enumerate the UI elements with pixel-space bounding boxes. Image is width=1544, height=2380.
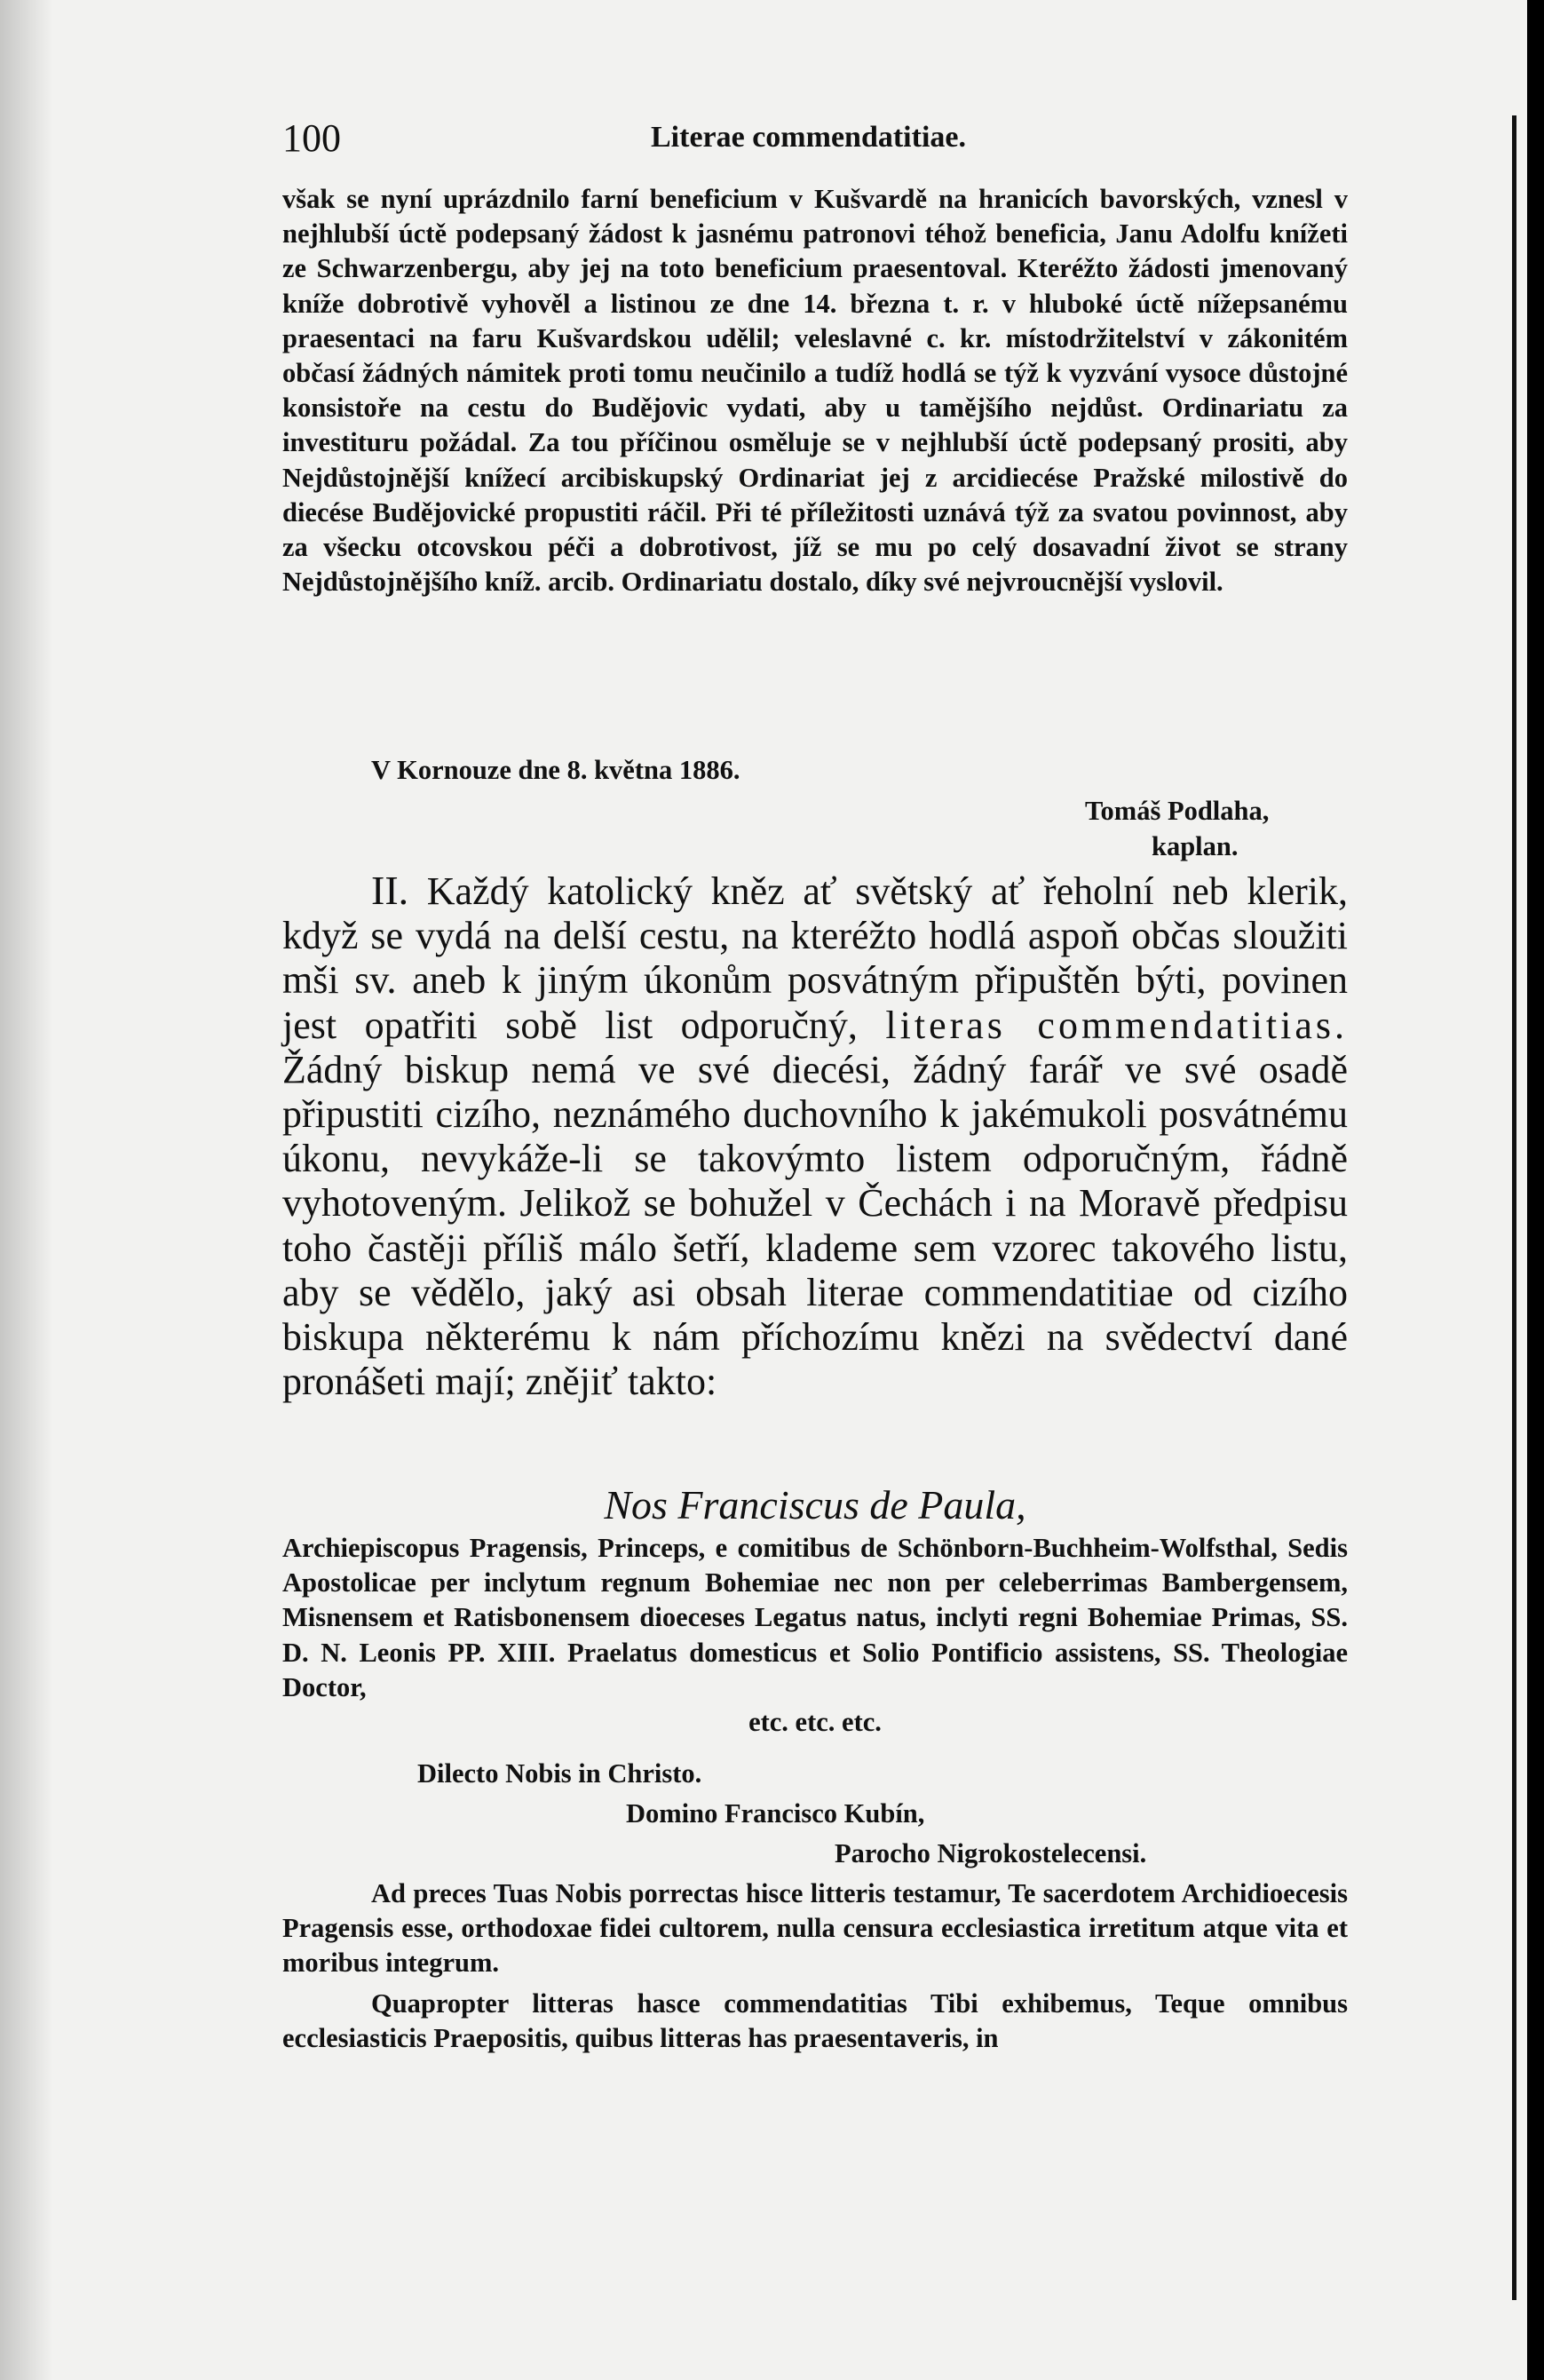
signature <box>1085 793 1527 864</box>
formula-body-2: Quapropter litteras hasce commendatitias Tibi exhibemus, Teque omnibus ecclesiasticis Praepositis, quibus litteras has praesentaveris, in <box>282 1988 1348 2054</box>
section-2-text-a: Každý katolický kněz ať světský ať řeholní neb klerik, když se vydá na delší cestu, na kteréžto hodlá aspoň občas sloužiti mši sv. aneb k jiným úkonům posvátným připuštěn býti, povinen jest opatřiti sobě list odporučný, <box>282 869 1348 1047</box>
address-line-2: Domino Francisco Kubín, <box>626 1798 925 1829</box>
spaced-term: literas commendatitias. <box>885 1003 1348 1047</box>
section-2-paragraph <box>282 869 1348 1404</box>
address-line-3: Parocho Nigrokostelecensi. <box>835 1838 1147 1868</box>
page-edge-shadow <box>0 0 53 2380</box>
formula-titles <box>282 1531 1348 1740</box>
signature-name: Tomáš Podlaha, <box>1085 796 1270 826</box>
page-right-rule <box>1512 115 1516 2300</box>
address-line-1: Dilecto Nobis in Christo. <box>417 1758 702 1789</box>
section-2-text-b: Žádný biskup nemá ve své diecési, žádný farář ve své osadě připustiti cizího, neznámého duchovního k jakémukoli posvátnému úkonu, nevykáže-li se takovýmto listem odporučným, řádně vyhotoveným. Jelikož se bohužel v Čechách i na Moravě předpisu toho častěji příliš málo šetří, klademe sem vzorec takového listu, aby se vědělo, jaký asi obsah literae commendatitiae od cizího biskupa některému k nám příchozímu knězi na svědectví dané pronášeti mají; znějiť takto: <box>282 1047 1348 1404</box>
running-title: Literae commendatitiae. <box>651 121 966 154</box>
section-number: II. <box>371 868 409 913</box>
signature-role: kaplan. <box>1152 831 1239 861</box>
paragraph-1: však se nyní uprázdnilo farní beneficium v Kušvardě na hranicích bavorských, vznesl v nejhlubší úctě podepsaný žádost k jasnému patronovi téhož beneficia, Janu Adolfu knížeti ze Schwarzenbergu, aby jej na toto beneficium praesentoval. Kteréžto žádosti jmenovaný kníže dobrotivě vyhověl a listinou ze dne 14. března t. r. v hluboké úctě nížepsanému praesentaci na faru Kušvardskou udělil; veleslavné c. kr. místodržitelství v zákonitém občasí žádných námitek proti tomu neučinilo a tudíž hodlá se týž k vyzvání vysoce důstojné konsistoře na cestu do Budějovic vydati, aby u tamějšího nejdůst. Ordinariatu za investituru požádal. Za tou příčinou osměluje se v nejhlubší úctě podepsaný prositi, aby Nejdůstojnější knížecí arcibiskupský Ordinariat jej z arcidiecése Pražské milostivě do diecése Budějovické propustiti ráčil. Při té příležitosti uznává týž za svatou povinnost, aby za všecku otcovskou péči a dobrotivost, jíž se mu po celý dosavadní život se strany Nejdůstojnějšího kníž. arcib. Ordinariatu dostalo, díky své nejvroucnější vyslovil. <box>282 184 1348 598</box>
formula-title: Nos Franciscus de Paula, <box>604 1482 1026 1527</box>
formula-titles-text: Archiepiscopus Pragensis, Princeps, e comitibus de Schönborn-Buchheim-Wolfsthal, Sedis Apostolicae per inclytum regnum Bohemiae nec non per celeberrimas Bambergensem, Misnensem et Ratisbonensem dioeceses Legatus natus, inclyti regni Bohemiae Primas, SS. D. N. Leonis PP. XIII. Praelatus domesticus et Solio Pontificio assistens, SS. Theologiae Doctor, <box>282 1533 1348 1702</box>
dateline: V Kornouze dne 8. května 1886. <box>371 755 740 785</box>
formula-body-1: Ad preces Tuas Nobis porrectas hisce litteris testamur, Te sacerdotem Archidioecesis Pragensis esse, orthodoxae fidei cultorem, nulla censura ecclesiastica irretitum atque vita et moribus integrum. <box>282 1878 1348 1979</box>
page-header <box>282 115 1348 169</box>
page-number: 100 <box>282 116 341 160</box>
formula-etc: etc. etc. etc. <box>748 1707 882 1738</box>
